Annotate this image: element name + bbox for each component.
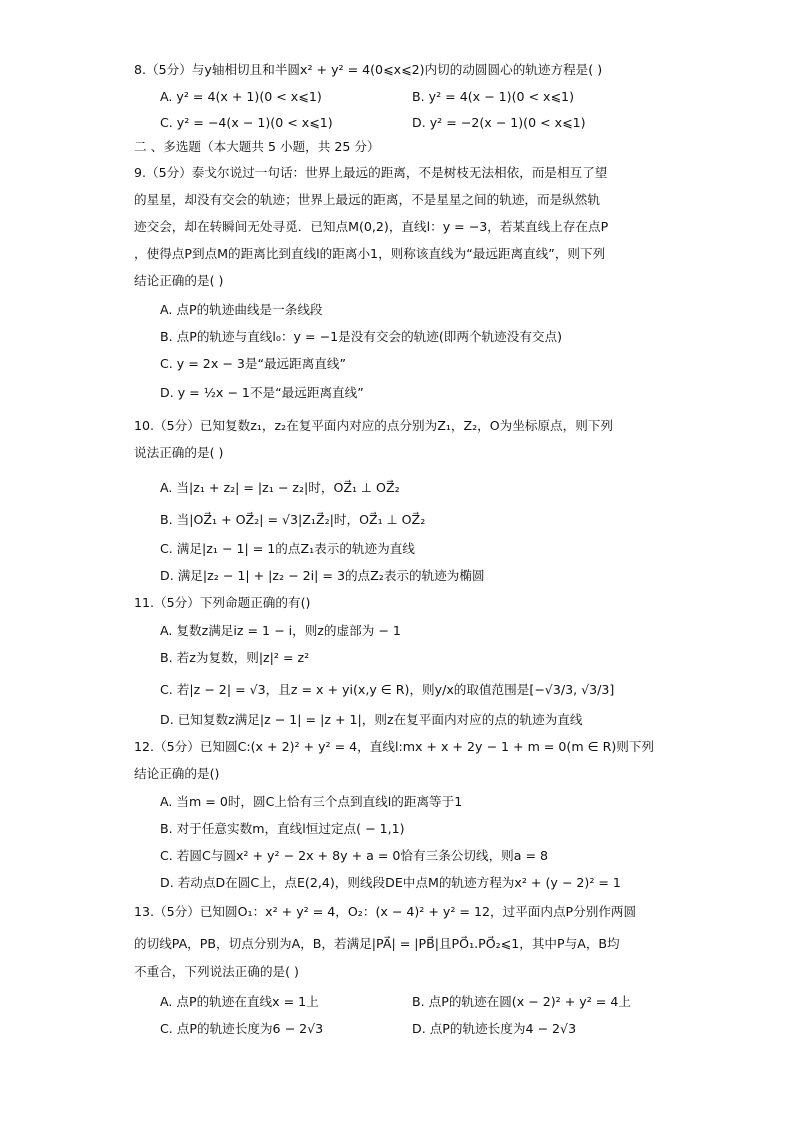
q10-line-2: 说法正确的是( ): [134, 445, 224, 460]
q13-line-1: 13.（5分）已知圆O₁：x² + y² = 4，O₂：(x − 4)² + y² = 12，过平面内点P分别作两圆: [134, 904, 637, 919]
q13-line-2: 的切线PA，PB，切点分别为A，B，若满足|PA⃗| = |PB⃗|且PO⃗₁.PO⃗₂⩽1，其中P与A，B均: [134, 936, 620, 951]
q10-option-c: C. 满足|z₁ − 1| = 1的点Z₁表示的轨迹为直线: [160, 541, 415, 556]
q13-option-c: C. 点P的轨迹长度为6 − 2√3: [160, 1021, 324, 1036]
q9-option-b: B. 点P的轨迹与直线l₀：y = −1是没有交会的轨迹(即两个轨迹没有交点): [160, 329, 563, 344]
q11-option-b: B. 若z为复数，则|z|² = z²: [160, 650, 310, 665]
q9-option-d: D. y = ½x − 1不是“最远距离直线”: [160, 385, 364, 400]
q12-line-2: 结论正确的是(): [134, 766, 220, 781]
section-heading: 二 、多选题（本大题共 5 小题，共 25 分）: [134, 139, 380, 154]
q9-line-3: 迹交会，却在转瞬间无处寻觅．已知点M(0,2)，直线l：y = −3，若某直线上存在点P: [134, 219, 609, 234]
q12-option-c: C. 若圆C与圆x² + y² − 2x + 8y + a = 0恰有三条公切线，则a = 8: [160, 848, 549, 863]
q13-option-a: A. 点P的轨迹在直线x = 1上: [160, 994, 319, 1009]
q11-option-d: D. 已知复数z满足|z − 1| = |z + 1|，则z在复平面内对应的点的轨迹为直线: [160, 712, 583, 727]
q9-line-5: 结论正确的是( ): [134, 273, 224, 288]
q8-option-d: D. y² = −2(x − 1)(0 < x⩽1): [412, 115, 586, 130]
q13-line-3: 不重合，下列说法正确的是( ): [134, 964, 299, 979]
q8-option-c: C. y² = −4(x − 1)(0 < x⩽1): [160, 115, 333, 130]
q10-line-1: 10.（5分）已知复数z₁，z₂在复平面内对应的点分别为Z₁，Z₂，O为坐标原点，则下列: [134, 418, 614, 433]
q8-stem: 8.（5分）与y轴相切且和半圆x² + y² = 4(0⩽x⩽2)内切的动圆圆心的轨迹方程是( ): [134, 62, 603, 77]
q13-option-d: D. 点P的轨迹长度为4 − 2√3: [412, 1021, 577, 1036]
q9-option-c: C. y = 2x − 3是“最远距离直线”: [160, 356, 347, 371]
q9-line-2: 的星星，却没有交会的轨迹；世界上最远的距离，不是星星之间的轨迹，而是纵然轨: [134, 192, 600, 207]
q9-option-a: A. 点P的轨迹曲线是一条线段: [160, 302, 323, 317]
q11-line-1: 11.（5分）下列命题正确的有(): [134, 595, 311, 610]
q10-option-a: A. 当|z₁ + z₂| = |z₁ − z₂|时，OZ⃗₁ ⊥ OZ⃗₂: [160, 480, 400, 495]
q10-option-b: B. 当|OZ⃗₁ + OZ⃗₂| = √3|Z₁Z⃗₂|时，OZ⃗₁ ⊥ OZ⃗₂: [160, 512, 426, 527]
q11-option-a: A. 复数z满足iz = 1 − i，则z的虚部为 − 1: [160, 623, 401, 638]
q12-option-a: A. 当m = 0时，圆C上恰有三个点到直线l的距离等于1: [160, 794, 463, 809]
q13-option-b: B. 点P的轨迹在圆(x − 2)² + y² = 4上: [412, 994, 631, 1009]
q11-option-c: C. 若|z − 2| = √3，且z = x + yi(x,y ∈ R)，则y/x的取值范围是[−√3/3, √3/3]: [160, 682, 615, 697]
q10-option-d: D. 满足|z₂ − 1| + |z₂ − 2i| = 3的点Z₂表示的轨迹为椭圆: [160, 568, 485, 583]
q12-line-1: 12.（5分）已知圆C:(x + 2)² + y² = 4，直线l:mx + x + 2y − 1 + m = 0(m ∈ R)则下列: [134, 739, 655, 754]
q8-option-a: A. y² = 4(x + 1)(0 < x⩽1): [160, 89, 322, 104]
q12-option-b: B. 对于任意实数m，直线l恒过定点( − 1,1): [160, 821, 405, 836]
q8-option-b: B. y² = 4(x − 1)(0 < x⩽1): [412, 89, 574, 104]
q9-line-4: ，使得点P到点M的距离比到直线l的距离小1，则称该直线为“最远距离直线”，则下列: [134, 246, 606, 261]
q12-option-d: D. 若动点D在圆C上，点E(2,4)，则线段DE中点M的轨迹方程为x² + (y − 2)² = 1: [160, 875, 621, 890]
q9-line-1: 9.（5分）泰戈尔说过一句话：世界上最远的距离，不是树枝无法相依，而是相互了望: [134, 165, 608, 180]
